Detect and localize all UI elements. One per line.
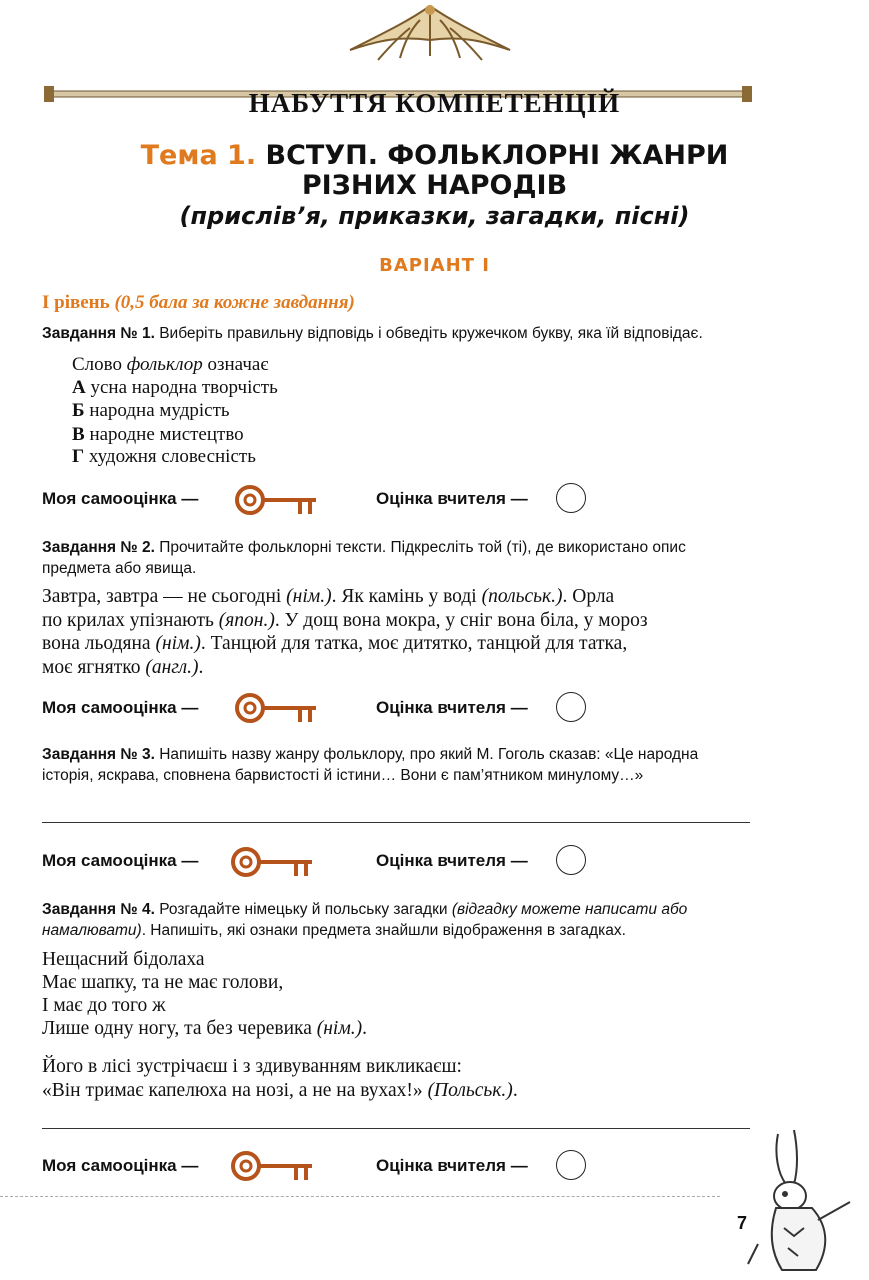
- task4-text-line2b: . Напишіть, які ознаки предмета знайшли відображення в загадках.: [141, 922, 626, 939]
- key-icon[interactable]: [230, 480, 322, 520]
- self-assessment-label: Моя самооцінка —: [42, 489, 199, 508]
- key-icon[interactable]: [226, 842, 318, 882]
- origin-note: (нім.): [155, 633, 201, 654]
- level-points: (0,5 бала за кожне завдання): [114, 292, 355, 313]
- text-segment: вона льодяна: [42, 633, 151, 654]
- task3-label: Завдання № 3.: [42, 746, 155, 763]
- task2-line3: [42, 632, 754, 656]
- level-name: І рівень: [42, 292, 110, 313]
- text-segment: «Він тримає капелюха на нозі, а не на вухах!»: [42, 1080, 423, 1101]
- task2-texts: [42, 585, 754, 679]
- text-segment: .: [362, 1018, 368, 1039]
- option-letter: Г: [72, 446, 85, 467]
- level-heading: [42, 292, 355, 314]
- riddle-line: [42, 1017, 754, 1040]
- grade-circle[interactable]: [556, 845, 586, 875]
- teacher-grade-label: Оцінка вчителя —: [376, 489, 528, 508]
- self-assessment-label: Моя самооцінка —: [42, 698, 199, 717]
- option-text: художня словесність: [88, 446, 256, 467]
- origin-note: (нім.): [286, 586, 332, 607]
- key-icon[interactable]: [230, 688, 322, 728]
- task1-option-c[interactable]: [72, 424, 244, 446]
- task2-line4: [42, 656, 754, 680]
- grade-circle[interactable]: [556, 692, 586, 722]
- self-assessment-label: Моя самооцінка —: [42, 1156, 199, 1175]
- page-title: НАБУТТЯ КОМПЕТЕНЦІЙ: [248, 88, 621, 118]
- task1-label: Завдання № 1.: [42, 325, 155, 342]
- task2-line1: [42, 585, 754, 609]
- topic-lead: Тема 1.: [140, 140, 257, 171]
- task3-text-line1: Напишіть назву жанру фольклору, про який М. Гоголь сказав: «Це народна: [159, 746, 699, 763]
- riddle-line: І має до того ж: [42, 995, 166, 1016]
- grade-circle[interactable]: [556, 1150, 586, 1180]
- option-text: усна народна творчість: [90, 377, 278, 398]
- riddle-line: [42, 1079, 754, 1103]
- origin-note: (япон.): [218, 609, 275, 631]
- option-letter: Б: [72, 400, 85, 421]
- topic-line1: ВСТУП. ФОЛЬКЛОРНІ ЖАНРИ: [265, 140, 729, 171]
- text-segment: . Як камінь у воді: [331, 586, 477, 607]
- riddle-line: Має шапку, та не має голови,: [42, 972, 284, 993]
- text-segment: . Орла: [562, 586, 615, 607]
- task4-instruction: [42, 899, 762, 941]
- ornament-icon: [330, 0, 530, 68]
- teacher-grade-label: Оцінка вчителя —: [376, 698, 528, 717]
- task4-text-line2a: намалювати): [42, 922, 142, 939]
- grade-circle[interactable]: [556, 483, 586, 513]
- riddle-line: Його в лісі зустрічаєш і з здивуванням викликаєш:: [42, 1056, 462, 1077]
- origin-note: (англ.): [145, 656, 199, 678]
- key-icon[interactable]: [226, 1146, 318, 1186]
- footer-divider: [0, 1196, 720, 1197]
- task2-text-line1: Прочитайте фольклорні тексти. Підкресліть той (ті), де використано опис: [159, 539, 686, 556]
- option-letter: А: [72, 377, 86, 398]
- variant-label: ВАРІАНТ І: [379, 255, 490, 276]
- origin-note: (польськ.): [481, 586, 563, 607]
- self-assessment-label: Моя самооцінка —: [42, 851, 199, 870]
- task3-instruction: [42, 744, 762, 786]
- task1-option-a[interactable]: [72, 377, 278, 399]
- task1-instruction: [42, 323, 762, 344]
- task2-label: Завдання № 2.: [42, 539, 155, 556]
- answer-line[interactable]: [42, 822, 750, 823]
- rabbit-illustration-icon: [738, 1124, 858, 1274]
- text-segment: моє ягнятко: [42, 656, 141, 678]
- topic-line2: РІЗНИХ НАРОДІВ: [301, 170, 568, 201]
- task1-option-d[interactable]: [72, 446, 256, 468]
- text-segment: по крилах упізнають: [42, 609, 214, 631]
- topic-subtitle: (прислів’я, приказки, загадки, пісні): [179, 202, 690, 230]
- task1-question: [72, 354, 268, 376]
- question-prefix: Слово: [72, 354, 122, 375]
- task1-option-b[interactable]: [72, 400, 230, 422]
- text-segment: .: [198, 656, 204, 678]
- task2-line2: [42, 609, 754, 633]
- task4-text-line1a: Розгадайте німецьку й польську загадки: [159, 901, 448, 918]
- answer-line[interactable]: [42, 1128, 750, 1129]
- origin-note: (нім.): [316, 1018, 363, 1039]
- text-segment: Лише одну ногу, та без черевика: [42, 1018, 312, 1039]
- task2-instruction: [42, 537, 762, 579]
- task4-text-line1b: (відгадку можете написати або: [451, 901, 688, 918]
- option-letter: В: [72, 424, 85, 445]
- text-segment: .: [512, 1080, 518, 1101]
- text-segment: . У дощ вона мокра, у сніг вона біла, у мороз: [274, 609, 648, 631]
- topic-title-line1: [0, 140, 869, 171]
- teacher-grade-label: Оцінка вчителя —: [376, 1156, 528, 1175]
- riddle-german: [42, 948, 754, 1040]
- task3-text-line2: історія, яскрава, сповнена барвистості й істини… Вони є пам’ятником минулому…»: [42, 767, 644, 784]
- question-suffix: означає: [207, 354, 269, 375]
- riddle-polish: [42, 1055, 754, 1103]
- task4-label: Завдання № 4.: [42, 901, 155, 918]
- page-number: 7: [736, 1213, 747, 1233]
- origin-note: (Польськ.): [427, 1080, 513, 1101]
- option-text: народне мистецтво: [89, 424, 244, 445]
- teacher-grade-label: Оцінка вчителя —: [376, 851, 528, 870]
- riddle-line: Нещасний бідолаха: [42, 949, 205, 970]
- question-word: фольклор: [126, 354, 203, 375]
- option-text: народна мудрість: [89, 400, 230, 421]
- task1-text: Виберіть правильну відповідь і обведіть кружечком букву, яка їй відповідає.: [159, 325, 703, 342]
- task2-text-line2: предмета або явища.: [42, 560, 197, 577]
- text-segment: . Танцюй для татка, моє дитятко, танцюй для татка,: [200, 633, 628, 654]
- text-segment: Завтра, завтра — не сьогодні: [42, 586, 282, 607]
